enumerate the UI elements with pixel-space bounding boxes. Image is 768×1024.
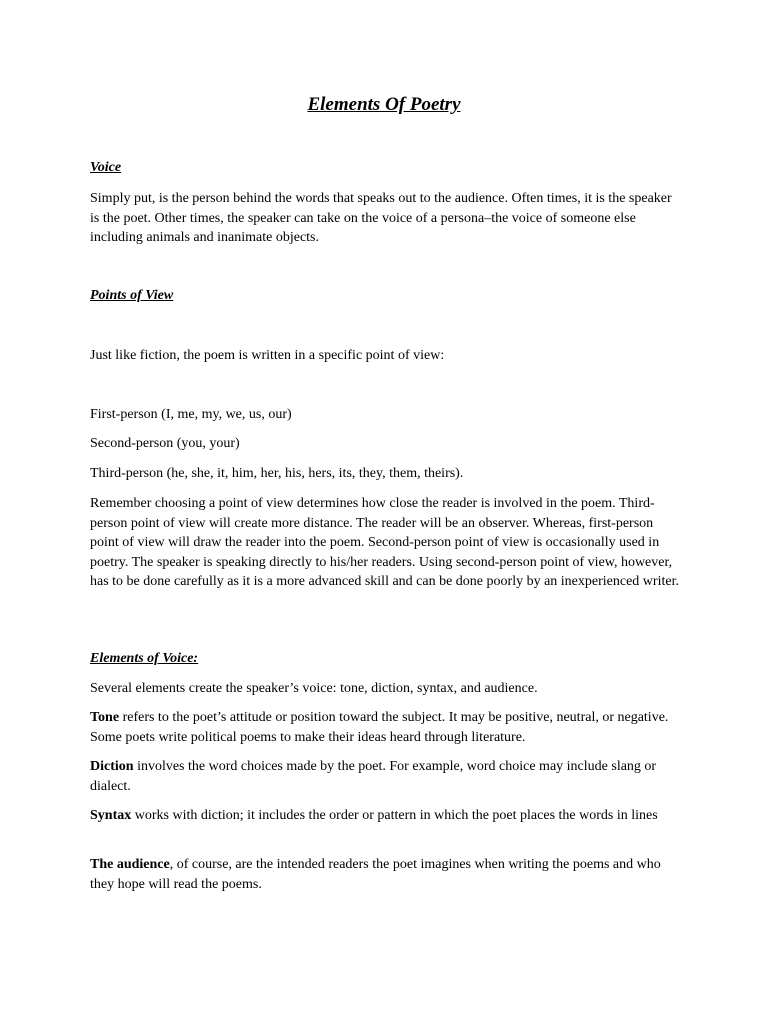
diction-paragraph [90,757,680,796]
audience-term: The audience [90,857,170,872]
diction-text: involves the word choices made by the poet. For example, word choice may include slang or dialect. [90,759,657,794]
third-person-line: Third-person (he, she, it, him, her, his, hers, its, they, them, theirs). [90,466,464,481]
points-of-view-heading: Points of View [90,288,174,303]
voice-paragraph: Simply put, is the person behind the words that speaks out to the audience. Often times, it is the speaker is the poet. Other times, the speaker can take on the voice of a persona–the voice of someone else including animals and inanimate objects. [90,191,672,245]
point-of-view-paragraph: Remember choosing a point of view determines how close the reader is involved in the poem. Third-person point of view will create more distance. The reader will be an observer. Whereas, first-person point of view will draw the reader into the poem. Second-person point of view is occasionally used in poetry. The speaker is speaking directly to his/her readers. Using second-person point of view, however, has to be done carefully as it is a more advanced skill and can be done poorly by an inexperienced writer. [90,496,679,589]
syntax-text: works with diction; it includes the order or pattern in which the poet places the words in lines [131,808,658,823]
voice-heading: Voice [90,160,122,175]
tone-paragraph [90,708,680,747]
elements-of-voice-heading: Elements of Voice: [90,651,199,666]
first-person-line: First-person (I, me, my, we, us, our) [90,407,292,422]
points-of-view-intro: Just like fiction, the poem is written in a specific point of view: [90,348,445,363]
syntax-term: Syntax [90,808,132,823]
diction-term: Diction [90,759,134,774]
second-person-line: Second-person (you, your) [90,436,240,451]
tone-term: Tone [90,710,120,725]
elements-of-voice-intro: Several elements create the speaker’s voice: tone, diction, syntax, and audience. [90,681,538,696]
audience-text: , of course, are the intended readers the poet imagines when writing the poems and who they hope will read the poems. [90,857,661,892]
syntax-paragraph [90,806,680,826]
audience-paragraph [90,855,680,894]
document-title: Elements Of Poetry [307,94,461,115]
tone-text: refers to the poet’s attitude or position toward the subject. It may be positive, neutral, or negative. Some poets write political poems to make their ideas heard through literature. [90,710,669,745]
